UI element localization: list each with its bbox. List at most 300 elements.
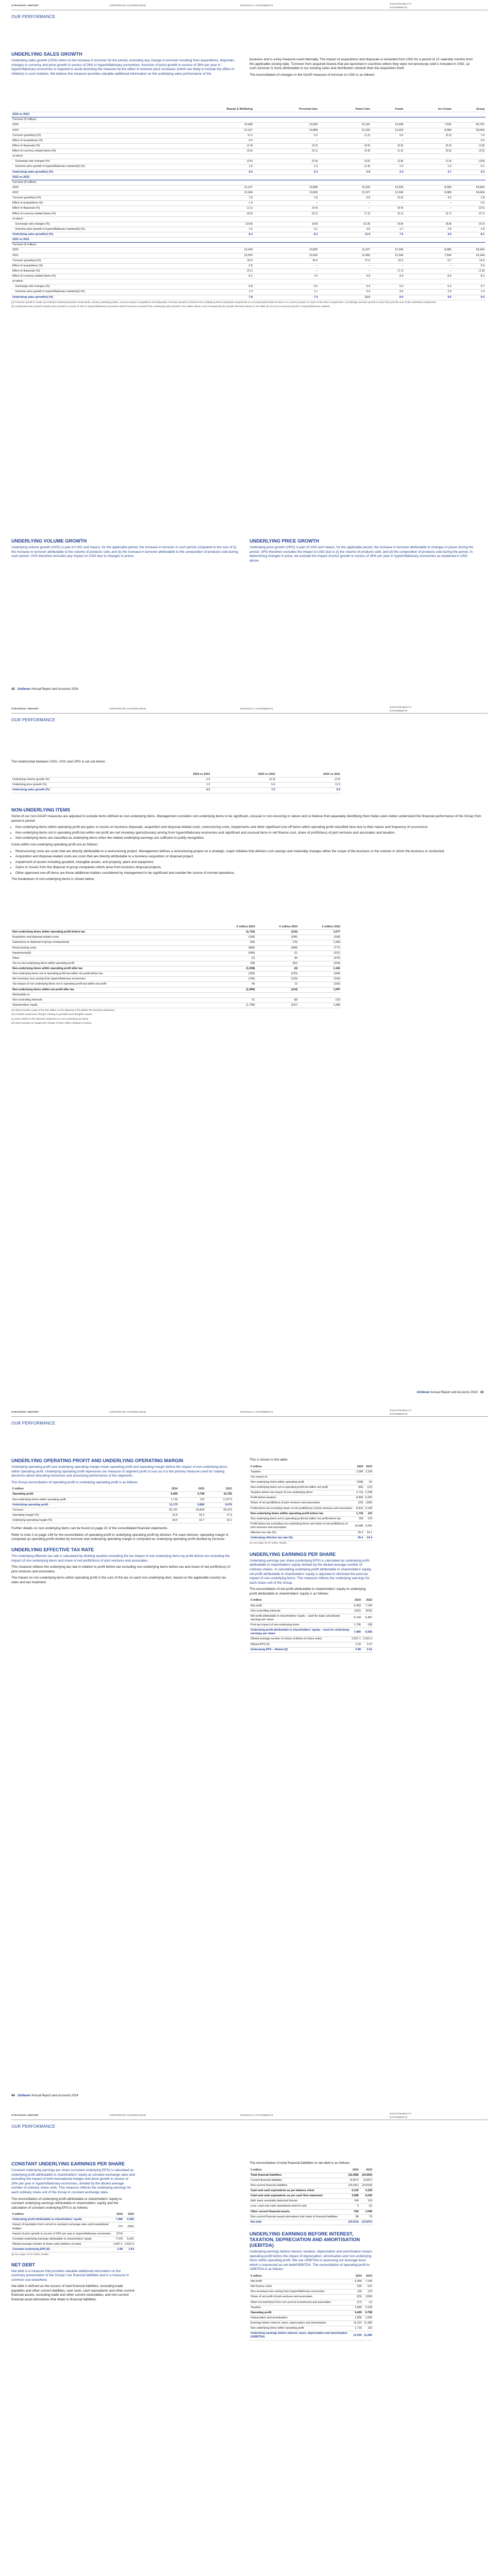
cell-value: (2)	[360, 2204, 373, 2209]
eps-para2: The reconciliation of net profit attributable to shareholders' equity to underlying profit attributable to shareholders' equity is as follows:	[250, 1587, 366, 1596]
row-label: Underlying profit attributable to shareholders' equity – used for underlying earnings per share	[250, 1628, 351, 1637]
table-row	[11, 222, 486, 227]
table-row	[250, 1501, 373, 1506]
row-label: Profit before taxation	[250, 1496, 354, 1501]
ceps-note: (a) See page 43 for further details.	[11, 2253, 49, 2257]
cell-value: 5.3	[254, 170, 319, 175]
row-label: Shareholders' equity	[11, 1003, 213, 1008]
row-label: Tax on non-underlying items within operating profit	[11, 961, 213, 966]
upg-column	[250, 538, 476, 565]
table-row	[250, 2305, 373, 2310]
cell-value: 11.9	[319, 232, 371, 238]
row-label: Tax impact of:	[250, 1475, 354, 1480]
nui-para2: Costs within non-underlying operating profit are as follows:	[11, 842, 98, 846]
cell-value: 6.5	[166, 170, 254, 175]
usg-col: Home Care	[319, 107, 371, 112]
cell-value	[256, 992, 298, 997]
cell-value: (123)	[256, 977, 298, 982]
table-row	[11, 1497, 233, 1502]
table-row	[11, 290, 486, 295]
cell-value: 1,097	[298, 987, 341, 992]
cell-value: 6,369	[351, 1603, 362, 1608]
cell-value: 24.4	[364, 1536, 374, 1541]
etr-para3: The impact on non-underlying items within operating profit is the sum of the tax on each non-underlying item, based on the applicable country tax rates and tax treatment.	[11, 1576, 226, 1584]
cell-value: 108	[362, 1623, 373, 1628]
cell-value: –	[404, 138, 452, 143]
row-label: Non-controlling interests	[11, 997, 213, 1003]
cell-value: 3.5	[371, 290, 404, 295]
nav-corporate-governance[interactable]: CORPORATE GOVERNANCE	[109, 5, 146, 8]
ebitda-para1: Underlying earnings before interest, taxation, depreciation and amortisation means operating profit before the impact of depreciation, amortisation and non-underlying items within operating profit. We use UEBITDA in assessing our leverage level, which is expressed as net debt/UEBITDA. The reconciliation of operating profit to UEBITDA is as follows:	[250, 2250, 372, 2272]
cell-value: 6.2	[404, 284, 452, 290]
nav-sustainability[interactable]: SUSTAINABILITY STATEMENTS	[390, 1410, 412, 1416]
table-row	[250, 1521, 373, 1530]
table-row	[11, 2247, 135, 2252]
cell-value	[298, 992, 341, 997]
cell-value: –	[404, 268, 452, 274]
cell-value: 9,758	[363, 2310, 373, 2315]
cell-value: 8.3	[254, 232, 319, 238]
rel-col: 2024 vs 2023	[146, 772, 211, 777]
cell-value: 4,159	[360, 2189, 373, 2194]
row-label: Tax impact of non-underlying items not in operating profit but within net profit	[11, 982, 213, 987]
nd-heading: NET DEBT	[11, 2262, 35, 2267]
cell-value: (7.1)	[371, 268, 404, 274]
nav-corporate-governance[interactable]: CORPORATE GOVERNANCE	[109, 708, 146, 711]
uvg-heading: UNDERLYING VOLUME GROWTH	[11, 538, 87, 544]
row-label: Diluted average number of share units (millions of units)	[11, 2242, 112, 2247]
usg-period-title: 2024 vs 2023	[11, 112, 486, 117]
table-row	[250, 1531, 373, 1536]
table-row	[11, 945, 341, 951]
row-label: Taxation before tax impact of non-underlying items	[250, 1490, 354, 1496]
row-label: Effect of currency-related items (%)	[11, 149, 166, 154]
top-nav	[11, 2113, 488, 2120]
cell-value: 12,181	[319, 123, 371, 128]
uvg-text: Underlying volume growth (UVG) is part of USG and means, for the applicable period, the increase in turnover in such period compared to the sum of (i) the increase in turnover attributable to the volume of products sold; and (ii) the increase in turnover attributable to the composition of products sold during such period. UVG therefore excludes any impact on USG due to changes in prices.	[11, 546, 238, 558]
row-label: Non-underlying items not in operating profit but within net profit before tax	[11, 972, 213, 977]
cell-value: 123	[363, 2290, 373, 2295]
cell-value: 59,604	[179, 1507, 206, 1513]
cell-value: –	[254, 201, 319, 206]
row-label: Turnover (€ million)	[11, 243, 166, 248]
row-label: Gain/(loss) on disposal of group companies(a)	[11, 940, 213, 945]
table-row	[250, 1603, 373, 1608]
cell-value: 110	[363, 2326, 373, 2331]
cell-value: 4.2	[146, 788, 211, 793]
cell-value: 1,796	[351, 1623, 362, 1628]
row-label: Exchange rate changes (%)	[11, 284, 166, 290]
eps-col: € million	[250, 1598, 351, 1603]
cell-value: (114)	[256, 987, 298, 992]
table-row	[11, 279, 486, 284]
cell-value: –	[319, 138, 371, 143]
nui-para3: The breakdown of non-underlying items is shown below:	[11, 877, 95, 882]
cell-value	[453, 243, 486, 248]
row-label: Non-underlying items within operating profit	[250, 1480, 354, 1485]
cell-value: 13,468	[166, 123, 254, 128]
cell-value: 7.8	[166, 295, 254, 300]
cell-value: 272	[112, 2223, 124, 2231]
cell-value: 10,688	[354, 1521, 364, 1530]
cell-value: 12,053	[166, 253, 254, 258]
row-label: Operating profit	[250, 2310, 352, 2315]
cell-value: (221)	[298, 951, 341, 956]
row-label: Extreme price growth in hyperinflationary markets(b) (%)	[11, 290, 166, 295]
cell-value: 8.4	[404, 274, 452, 279]
table-row	[11, 227, 486, 232]
table-row	[250, 1480, 373, 1485]
cell-value: 90	[256, 956, 298, 961]
nd-col: € million	[250, 2168, 346, 2173]
cell-value: 59,604	[453, 248, 486, 253]
cell-value: 6,369	[352, 2279, 363, 2284]
cell-value: 12,227	[319, 191, 371, 196]
cell-value: –	[254, 263, 319, 268]
nav-sustainability[interactable]: SUSTAINABILITY STATEMENTS	[390, 706, 412, 713]
cell-value: 2.98	[112, 2247, 124, 2252]
nui-block	[11, 807, 486, 884]
cell-value	[453, 117, 486, 123]
cell-value: (0.3)	[404, 143, 452, 148]
cell-value: 6,595	[124, 2217, 135, 2223]
usg-left-column	[11, 52, 238, 78]
row-label: 2024	[11, 123, 166, 128]
cell-value: 11,175	[152, 1502, 179, 1507]
cell-value: 1.6	[404, 164, 452, 170]
cell-value	[319, 180, 371, 185]
row-label: Share of net (profit)/loss of joint ventures and associates	[250, 1501, 354, 1506]
cell-value: 123	[364, 1516, 374, 1521]
row-label: Earnings before interest, taxes, depreciation and amortisation	[250, 2321, 352, 2326]
row-label: Non-underlying items within operating profit	[11, 1497, 152, 1502]
table-row	[11, 149, 486, 154]
cell-value	[166, 154, 254, 159]
row-label: Depreciation and amortisation	[250, 2315, 352, 2320]
cell-value: (1.8)	[453, 143, 486, 148]
cell-value: 6.6	[211, 783, 276, 788]
cell-value: 2,248	[364, 1490, 374, 1496]
cell-value: 1,856	[352, 2315, 363, 2320]
table-row	[250, 1608, 373, 1614]
table-row	[250, 2189, 373, 2194]
table-row	[11, 987, 341, 992]
eps-col: 2024	[351, 1598, 362, 1603]
table-row	[11, 258, 486, 263]
usg-note-a: (a) Turnover growth is made up of distinct individual growth components, namely underlying sales, currency impact, acquisitions and disposals. Turnover growth is arrived at by multiplying these individual components on a compounded basis as there is a currency impact on each of the other components. Accordingly, turnover growth is more than just the sum of the individual components.	[11, 301, 437, 304]
cell-value: 3.7	[404, 170, 452, 175]
row-label: of which:	[11, 279, 166, 284]
nav-strategic-report[interactable]: STRATEGIC REPORT	[11, 1411, 39, 1414]
row-label: Net profit	[250, 1603, 351, 1608]
cell-value: 13,203	[371, 128, 404, 133]
cell-value: 3.6	[319, 227, 371, 232]
cell-value	[254, 154, 319, 159]
cell-value: 110	[179, 1497, 206, 1502]
cell-value: (2.6)	[166, 159, 254, 164]
cell-value: 2,522.3	[362, 1637, 373, 1642]
cell-value: 12,345	[371, 191, 404, 196]
ceps-col: 2023	[124, 2212, 135, 2217]
usg-note-b: (b) Underlying sales growth includes price growth in excess of 26% in hyperinflationary economies which has been excluded from underlying sales growth in the tables above, and consequently the growth elements shown in the table do not sum to turnover growth in hyperinflationary markets.	[11, 305, 331, 308]
table-row	[11, 123, 486, 128]
cell-value: 86	[346, 2214, 360, 2219]
cell-value	[453, 180, 486, 185]
table-row	[250, 2300, 373, 2305]
row-label: 2023	[11, 185, 166, 190]
top-nav	[11, 706, 488, 714]
cell-value: (0.1)	[166, 268, 254, 274]
nav-strategic-report[interactable]: STRATEGIC REPORT	[11, 2114, 39, 2117]
cell-value: 7,480	[351, 1628, 362, 1637]
cell-value: (1.9)	[404, 159, 452, 164]
cell-value: 2,586	[352, 2305, 363, 2310]
cell-value: (11.8)	[319, 222, 371, 227]
row-label: Turnover	[11, 1507, 152, 1513]
table-row	[11, 143, 486, 148]
nav-corporate-governance[interactable]: CORPORATE GOVERNANCE	[109, 2114, 146, 2117]
cell-value: 2,199	[363, 2305, 373, 2310]
table-row	[11, 1518, 233, 1523]
cell-value: 3.4	[371, 170, 404, 175]
nd-table	[250, 2168, 373, 2225]
cell-value: 6,641	[124, 2236, 135, 2242]
table-row	[11, 232, 486, 238]
cell-value: (189)	[364, 1501, 374, 1506]
cell-value: (8)	[256, 997, 298, 1003]
row-label: Underlying sales growth (%)	[11, 788, 146, 793]
table-row	[11, 951, 341, 956]
cell-value: 6,595	[362, 1628, 373, 1637]
cell-value: (32,998)	[346, 2173, 360, 2178]
row-label: Less: cash and cash equivalents held for sale	[250, 2204, 346, 2209]
cell-value: 208	[213, 961, 256, 966]
cell-value: 5,744	[351, 1614, 362, 1622]
nav-strategic-report[interactable]: STRATEGIC REPORT	[11, 5, 39, 8]
report-page-2	[0, 703, 499, 1406]
cell-value: 0.4	[319, 290, 371, 295]
rel-col: 2023 vs 2022	[211, 772, 276, 777]
table-row	[11, 935, 341, 940]
cell-value: –	[124, 2231, 135, 2236]
cell-value: 119	[360, 2199, 373, 2204]
cell-value: 2.9	[319, 170, 371, 175]
nui-col: € million 2023	[256, 925, 298, 930]
table-row	[11, 133, 486, 138]
cell-value: 62	[364, 1480, 374, 1485]
row-label: 2023	[11, 128, 166, 133]
cell-value: 7.6	[254, 274, 319, 279]
cell-value: 24.1	[364, 1531, 374, 1536]
cell-value	[319, 117, 371, 123]
cell-value: (62)	[256, 961, 298, 966]
nui-bullet: • Non-underlying items not in operating profit but within net profit are net monetary gains/(losses) arising from hyperinflationary economies and significant and unusual items in net finance cost, share of profit/(loss) of joint ventures and associates and taxation.	[15, 831, 486, 836]
cell-value: (167)	[256, 1003, 298, 1008]
cell-value: (7.2)	[319, 211, 371, 216]
row-label: Non-underlying items within net profit after tax	[11, 987, 213, 992]
nui-table-wrap	[11, 925, 341, 1025]
row-label: Extreme price growth in hyperinflationary markets(b) (%)	[11, 164, 166, 170]
row-label: Effective tax rate (%)	[250, 1531, 354, 1536]
nav-financial-statements[interactable]: FINANCIAL STATEMENTS	[240, 1411, 273, 1414]
uop-heading: UNDERLYING OPERATING PROFIT AND UNDERLYING OPERATING MARGIN	[11, 1458, 184, 1463]
cell-value: 2.61	[362, 1647, 373, 1652]
cell-value: 1,669	[363, 2315, 373, 2320]
row-label: Profit before tax excluding non-underlying items and share of net profit/(loss) of joint ventures and associates	[250, 1521, 354, 1530]
cell-value: (2.5)	[276, 777, 341, 783]
row-label: Non-underlying items within operating profit	[250, 2326, 352, 2331]
cell-value: 11.3	[276, 783, 341, 788]
table-row	[250, 2326, 373, 2331]
uop-column	[11, 1458, 233, 1587]
eps-para1: Underlying earnings per share (underlying EPS) is calculated as underlying profit attributable to shareholders' equity divided by the diluted average number of ordinary shares. In calculating underlying profit attributable to shareholders' equity, net profit attributable to shareholders' equity is adjusted to eliminate the post-tax impact of non-underlying items. This measure reflects the underlying earnings for each share unit of the Group.	[250, 1558, 372, 1585]
cell-value	[166, 117, 254, 123]
nav-financial-statements[interactable]: FINANCIAL STATEMENTS	[240, 2114, 273, 2117]
cell-value: (184)	[298, 972, 341, 977]
cell-value: (4,907)	[346, 2178, 360, 2183]
table-row	[11, 1003, 341, 1008]
cell-value: 0.0	[453, 138, 486, 143]
uop-para1: Underlying operating profit and underlying operating margin mean operating profit and operating margin before the impact of non-underlying items within operating profit. Underlying operating profit represents our measure of segment profit or loss as it is the primary measure used for making decisions about allocating resources and assessing performance of the segments.	[11, 1465, 228, 1478]
eps-col: 2023	[362, 1598, 373, 1603]
cell-value	[371, 279, 404, 284]
cell-value: (13)	[364, 1485, 374, 1490]
cell-value: 2.9	[146, 777, 211, 783]
cell-value	[213, 992, 256, 997]
nav-corporate-governance[interactable]: CORPORATE GOVERNANCE	[109, 1411, 146, 1414]
usg-period-header	[11, 238, 486, 243]
cell-value: 1.4	[453, 290, 486, 295]
eps-table	[250, 1598, 373, 1652]
cell-value: 6.4	[319, 284, 371, 290]
row-label: Net profit	[250, 2279, 352, 2284]
row-label: Non-controlling interests	[250, 1608, 351, 1614]
cell-value: 12,333	[319, 185, 371, 190]
cell-value: 12,107	[166, 128, 254, 133]
row-label: Exchange rate changes (%)	[11, 222, 166, 227]
row-label: Underlying operating profit	[11, 1502, 152, 1507]
nd-table-column	[250, 2161, 373, 2341]
table-row	[250, 2331, 373, 2340]
nui-bullet: • Other approved one-off items are those additional matters considered by management to be significant and outside the course of normal operations.	[15, 871, 486, 876]
cell-value: (8.8)	[254, 222, 319, 227]
table-row	[11, 1507, 233, 1513]
report-name: Annual Report and Accounts 2024	[430, 1391, 478, 1395]
row-label: Effect of acquisitions (%)	[11, 201, 166, 206]
row-label: Net finance costs	[250, 2284, 352, 2290]
cell-value: 8.1	[453, 274, 486, 279]
row-label: Non-underlying items within operating profit before tax	[11, 930, 213, 935]
cell-value: (6.0)	[166, 211, 254, 216]
usg-col: Group	[453, 107, 486, 112]
usg-table	[11, 107, 486, 300]
row-label: Turnover growth(a) (%)	[11, 133, 166, 138]
nd-para2: Net debt is defined as the excess of total financial liabilities, excluding trade payables and other current liabilities, over cash, cash equivalents and other current financial assets, excluding trade and other current receivables, and non-current financial asset derivatives that relate to financial liabilities.	[11, 2284, 135, 2302]
table-row	[250, 2204, 373, 2209]
cell-value: 9.0	[276, 788, 341, 793]
cell-value: (6.8)	[371, 222, 404, 227]
cell-value: 60,073	[206, 1507, 233, 1513]
cell-value: 7.5	[371, 232, 404, 238]
table-row	[250, 2199, 373, 2204]
ebitda-col: € million	[250, 2274, 352, 2279]
cell-value: 9.7	[404, 258, 452, 263]
table-row	[11, 206, 486, 211]
cell-value: (274)	[112, 2231, 124, 2236]
row-label: of which:	[11, 154, 166, 159]
cell-value: 8,083	[404, 185, 452, 190]
row-label: Effect of acquisitions (%)	[11, 263, 166, 268]
page-number: 44	[11, 2094, 15, 2098]
cell-value: (208)	[354, 1480, 364, 1485]
cell-value: (189)	[363, 2295, 373, 2300]
nav-sustainability[interactable]: SUSTAINABILITY STATEMENTS	[390, 2113, 412, 2119]
row-label: Attributable to:	[11, 992, 213, 997]
row-label: Effect of disposals (%)	[11, 143, 166, 148]
cell-value: 25.4	[354, 1536, 364, 1541]
cell-value: 2.63	[124, 2247, 135, 2252]
row-label: Effect of disposals (%)	[11, 206, 166, 211]
nav-strategic-report[interactable]: STRATEGIC REPORT	[11, 708, 39, 711]
cell-value: 2.8	[404, 227, 452, 232]
table-row	[11, 117, 486, 123]
row-label: Post-tax impact of non-underlying items	[250, 1623, 351, 1628]
nui-col: € million 2024	[213, 925, 256, 930]
cell-value: (0.4)	[254, 206, 319, 211]
table-row	[11, 253, 486, 258]
cell-value: 2,29	[351, 1642, 362, 1647]
cell-value: (148)	[213, 935, 256, 940]
table-row	[11, 159, 486, 164]
nui-note: (d) 2024 includes an impairment charge of €101 million relating to Russia.	[11, 1022, 92, 1025]
nav-financial-statements[interactable]: FINANCIAL STATEMENTS	[240, 708, 273, 711]
usg-para1: Underlying sales growth (USG) refers to the increase in turnover for the period, excluding any change in turnover resulting from acquisitions, disposals, changes in currency and price growth in excess of 26% in hyperinflationary economies. Inclusion of price growth in excess of 26% per year in hyperinflationary economies is required to avoid distorting the measure by the effect of extreme price increases (which are likely to include the effect of inflation) in such markets. We believe this measure provides valuable additional information on the underlying sales performance of the	[11, 59, 235, 76]
table-row	[11, 956, 341, 961]
cell-value: 8,810	[354, 1506, 364, 1511]
cell-value: (5,957)	[360, 2178, 373, 2183]
cell-value: 9,868	[179, 1502, 206, 1507]
cell-value: –	[404, 263, 452, 268]
cell-value: 9.0	[453, 295, 486, 300]
row-label: Turnover growth(a) (%)	[11, 258, 166, 263]
ceps-column	[11, 2161, 135, 2304]
cell-value: (1,596)	[213, 987, 256, 992]
table-row	[250, 1506, 373, 1511]
usg-col: Beauty & Wellbeing	[166, 107, 254, 112]
row-label: of which:	[11, 216, 166, 222]
usg-para2: business and is a key measure used internally. The impact of acquisitions and disposals is excluded from USG for a period of 12 calendar months from the applicable closing date. Turnover from acquired brands that are launched in countries where they were not previously sold is included in USG, as such turnover is more attributable to our existing sales and distribution network than the acquisition itself.	[250, 58, 473, 71]
table-row	[11, 1502, 233, 1507]
cell-value	[166, 243, 254, 248]
cell-value: (1,798)	[213, 1003, 256, 1008]
table-row	[11, 777, 341, 783]
cell-value: (889)	[213, 945, 256, 951]
cell-value: 1.8	[453, 196, 486, 201]
cell-value: (558)	[213, 951, 256, 956]
cell-value	[319, 243, 371, 248]
cell-value: (17)	[352, 2300, 363, 2305]
row-label: Effect of currency-related items (%)	[11, 211, 166, 216]
cell-value: 14.5	[453, 258, 486, 263]
cell-value: 1,181	[298, 967, 341, 972]
nav-financial-statements[interactable]: FINANCIAL STATEMENTS	[240, 5, 273, 8]
cell-value: 59,604	[453, 128, 486, 133]
nav-sustainability[interactable]: SUSTAINABILITY STATEMENTS	[390, 3, 412, 9]
cell-value: 0.0	[371, 133, 404, 138]
row-label: Underlying sales growth(c) (%)	[11, 295, 166, 300]
table-row	[250, 2214, 373, 2219]
table-row	[11, 295, 486, 300]
